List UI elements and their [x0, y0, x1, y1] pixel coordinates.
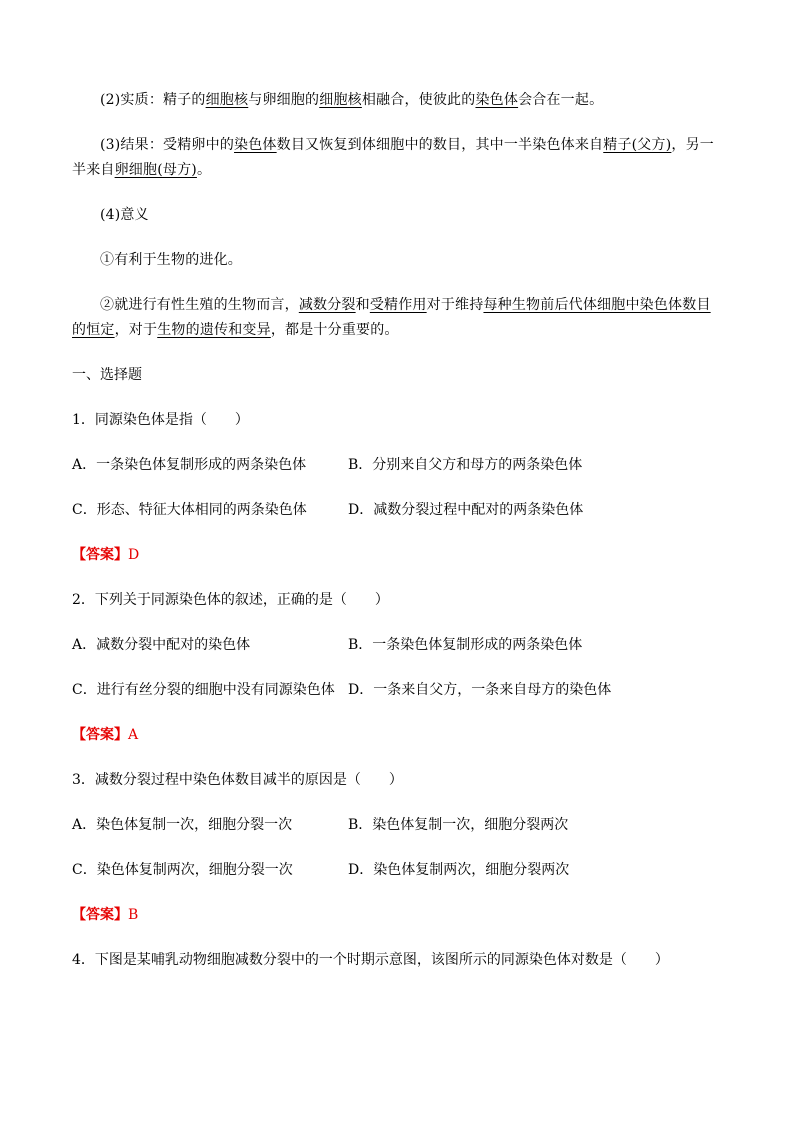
text-run: ①有利于生物的进化。	[100, 252, 242, 268]
option-label: D．	[348, 682, 374, 698]
question-text: 下列关于同源染色体的叙述，正确的是（ ）	[94, 592, 389, 608]
answer-value: A	[128, 727, 139, 743]
underlined-term: 染色体	[234, 137, 277, 153]
text-run: 。	[196, 162, 212, 178]
option-a	[72, 813, 348, 838]
option-text: 一条染色体复制形成的两条染色体	[96, 457, 307, 473]
text-run: 对于维持	[426, 297, 484, 313]
answer-label: 【答案】	[72, 727, 128, 743]
option-text: 进行有丝分裂的细胞中没有同源染色体	[96, 682, 335, 698]
underlined-term: 减数分裂	[298, 297, 356, 313]
question-number: 3．	[72, 772, 95, 788]
option-label: D．	[348, 502, 374, 518]
answer-line	[72, 543, 722, 568]
underlined-term: 细胞核	[319, 92, 362, 108]
option-row	[72, 813, 722, 838]
text-run: ，另一半来自	[72, 137, 714, 178]
question-stem	[72, 948, 722, 973]
question-3	[72, 768, 722, 928]
underlined-term: 卵细胞(母方)	[114, 162, 197, 178]
option-c	[72, 858, 348, 883]
question-text: 减数分裂过程中染色体数目减半的原因是（ ）	[94, 772, 403, 788]
option-c	[72, 498, 348, 523]
option-label: B．	[348, 817, 373, 833]
text-run: 会合在一起。	[518, 92, 604, 108]
paragraph-essence	[72, 88, 722, 113]
option-d	[348, 678, 722, 703]
underlined-term: 受精作用	[369, 297, 427, 313]
option-label: C．	[72, 502, 97, 518]
option-text: 减数分裂中配对的染色体	[96, 637, 251, 653]
section-title: 一、选择题	[72, 367, 142, 383]
question-stem	[72, 768, 722, 793]
fertilization-notes	[72, 88, 722, 343]
underlined-term: 生物的遗传和变异	[157, 322, 271, 338]
option-row	[72, 453, 722, 478]
paragraph-significance-2	[72, 293, 722, 343]
option-text: 染色体复制一次，细胞分裂一次	[96, 817, 293, 833]
option-b	[348, 813, 722, 838]
paragraph-significance-heading	[72, 203, 722, 228]
option-text: 减数分裂过程中配对的两条染色体	[373, 502, 584, 518]
option-c	[72, 678, 348, 703]
option-row	[72, 633, 722, 658]
answer-label: 【答案】	[72, 907, 128, 923]
question-number: 4．	[72, 952, 95, 968]
text-run: 数目又恢复到体细胞中的数目，其中一半染色体来自	[276, 137, 604, 153]
question-number: 1．	[72, 412, 95, 428]
text-run: (2)实质：精子的	[100, 92, 206, 108]
text-run: 相融合，使彼此的	[361, 92, 476, 108]
option-label: C．	[72, 682, 97, 698]
text-run: ，对于	[114, 322, 158, 338]
option-text: 形态、特征大体相同的两条染色体	[96, 502, 307, 518]
option-text: 染色体复制一次，细胞分裂两次	[372, 817, 569, 833]
option-d	[348, 858, 722, 883]
question-stem	[72, 408, 722, 433]
option-d	[348, 498, 722, 523]
underlined-term: 染色体	[475, 92, 519, 108]
answer-value: D	[128, 547, 140, 563]
paragraph-significance-1	[72, 248, 722, 273]
question-text: 下图是某哺乳动物细胞减数分裂中的一个时期示意图，该图所示的同源染色体对数是（ ）	[94, 952, 669, 968]
option-row	[72, 858, 722, 883]
question-4	[72, 948, 722, 973]
option-text: 一条染色体复制形成的两条染色体	[372, 637, 583, 653]
text-run: (3)结果：受精卵中的	[100, 137, 235, 153]
answer-value: B	[128, 907, 139, 923]
answer-line	[72, 723, 722, 748]
option-label: B．	[348, 457, 373, 473]
question-stem	[72, 588, 722, 613]
option-text: 染色体复制两次，细胞分裂一次	[96, 862, 293, 878]
option-text: 分别来自父方和母方的两条染色体	[372, 457, 583, 473]
question-2	[72, 588, 722, 748]
option-a	[72, 453, 348, 478]
option-label: B．	[348, 637, 373, 653]
answer-line	[72, 903, 722, 928]
text-run: 与卵细胞的	[248, 92, 320, 108]
text-run: ，都是十分重要的。	[270, 322, 399, 338]
paragraph-result	[72, 133, 722, 183]
question-text: 同源染色体是指（ ）	[94, 412, 249, 428]
option-b	[348, 633, 722, 658]
underlined-term: 每种生物前后代体细胞中染色体数目的恒定	[72, 297, 711, 338]
option-text: 染色体复制两次，细胞分裂两次	[373, 862, 570, 878]
option-label: A．	[72, 457, 97, 473]
option-label: C．	[72, 862, 97, 878]
option-label: A．	[72, 817, 97, 833]
option-label: A．	[72, 637, 97, 653]
option-row	[72, 498, 722, 523]
answer-label: 【答案】	[72, 547, 128, 563]
option-text: 一条来自父方，一条来自母方的染色体	[373, 682, 612, 698]
option-a	[72, 633, 348, 658]
text-run: (4)意义	[100, 207, 149, 223]
question-number: 2．	[72, 592, 95, 608]
question-1	[72, 408, 722, 568]
underlined-term: 细胞核	[205, 92, 249, 108]
option-label: D．	[348, 862, 374, 878]
text-run: 和	[355, 297, 370, 313]
option-row	[72, 678, 722, 703]
question-list	[72, 408, 722, 973]
text-run: ②就进行有性生殖的生物而言，	[100, 297, 299, 313]
underlined-term: 精子(父方)	[603, 137, 672, 153]
option-b	[348, 453, 722, 478]
